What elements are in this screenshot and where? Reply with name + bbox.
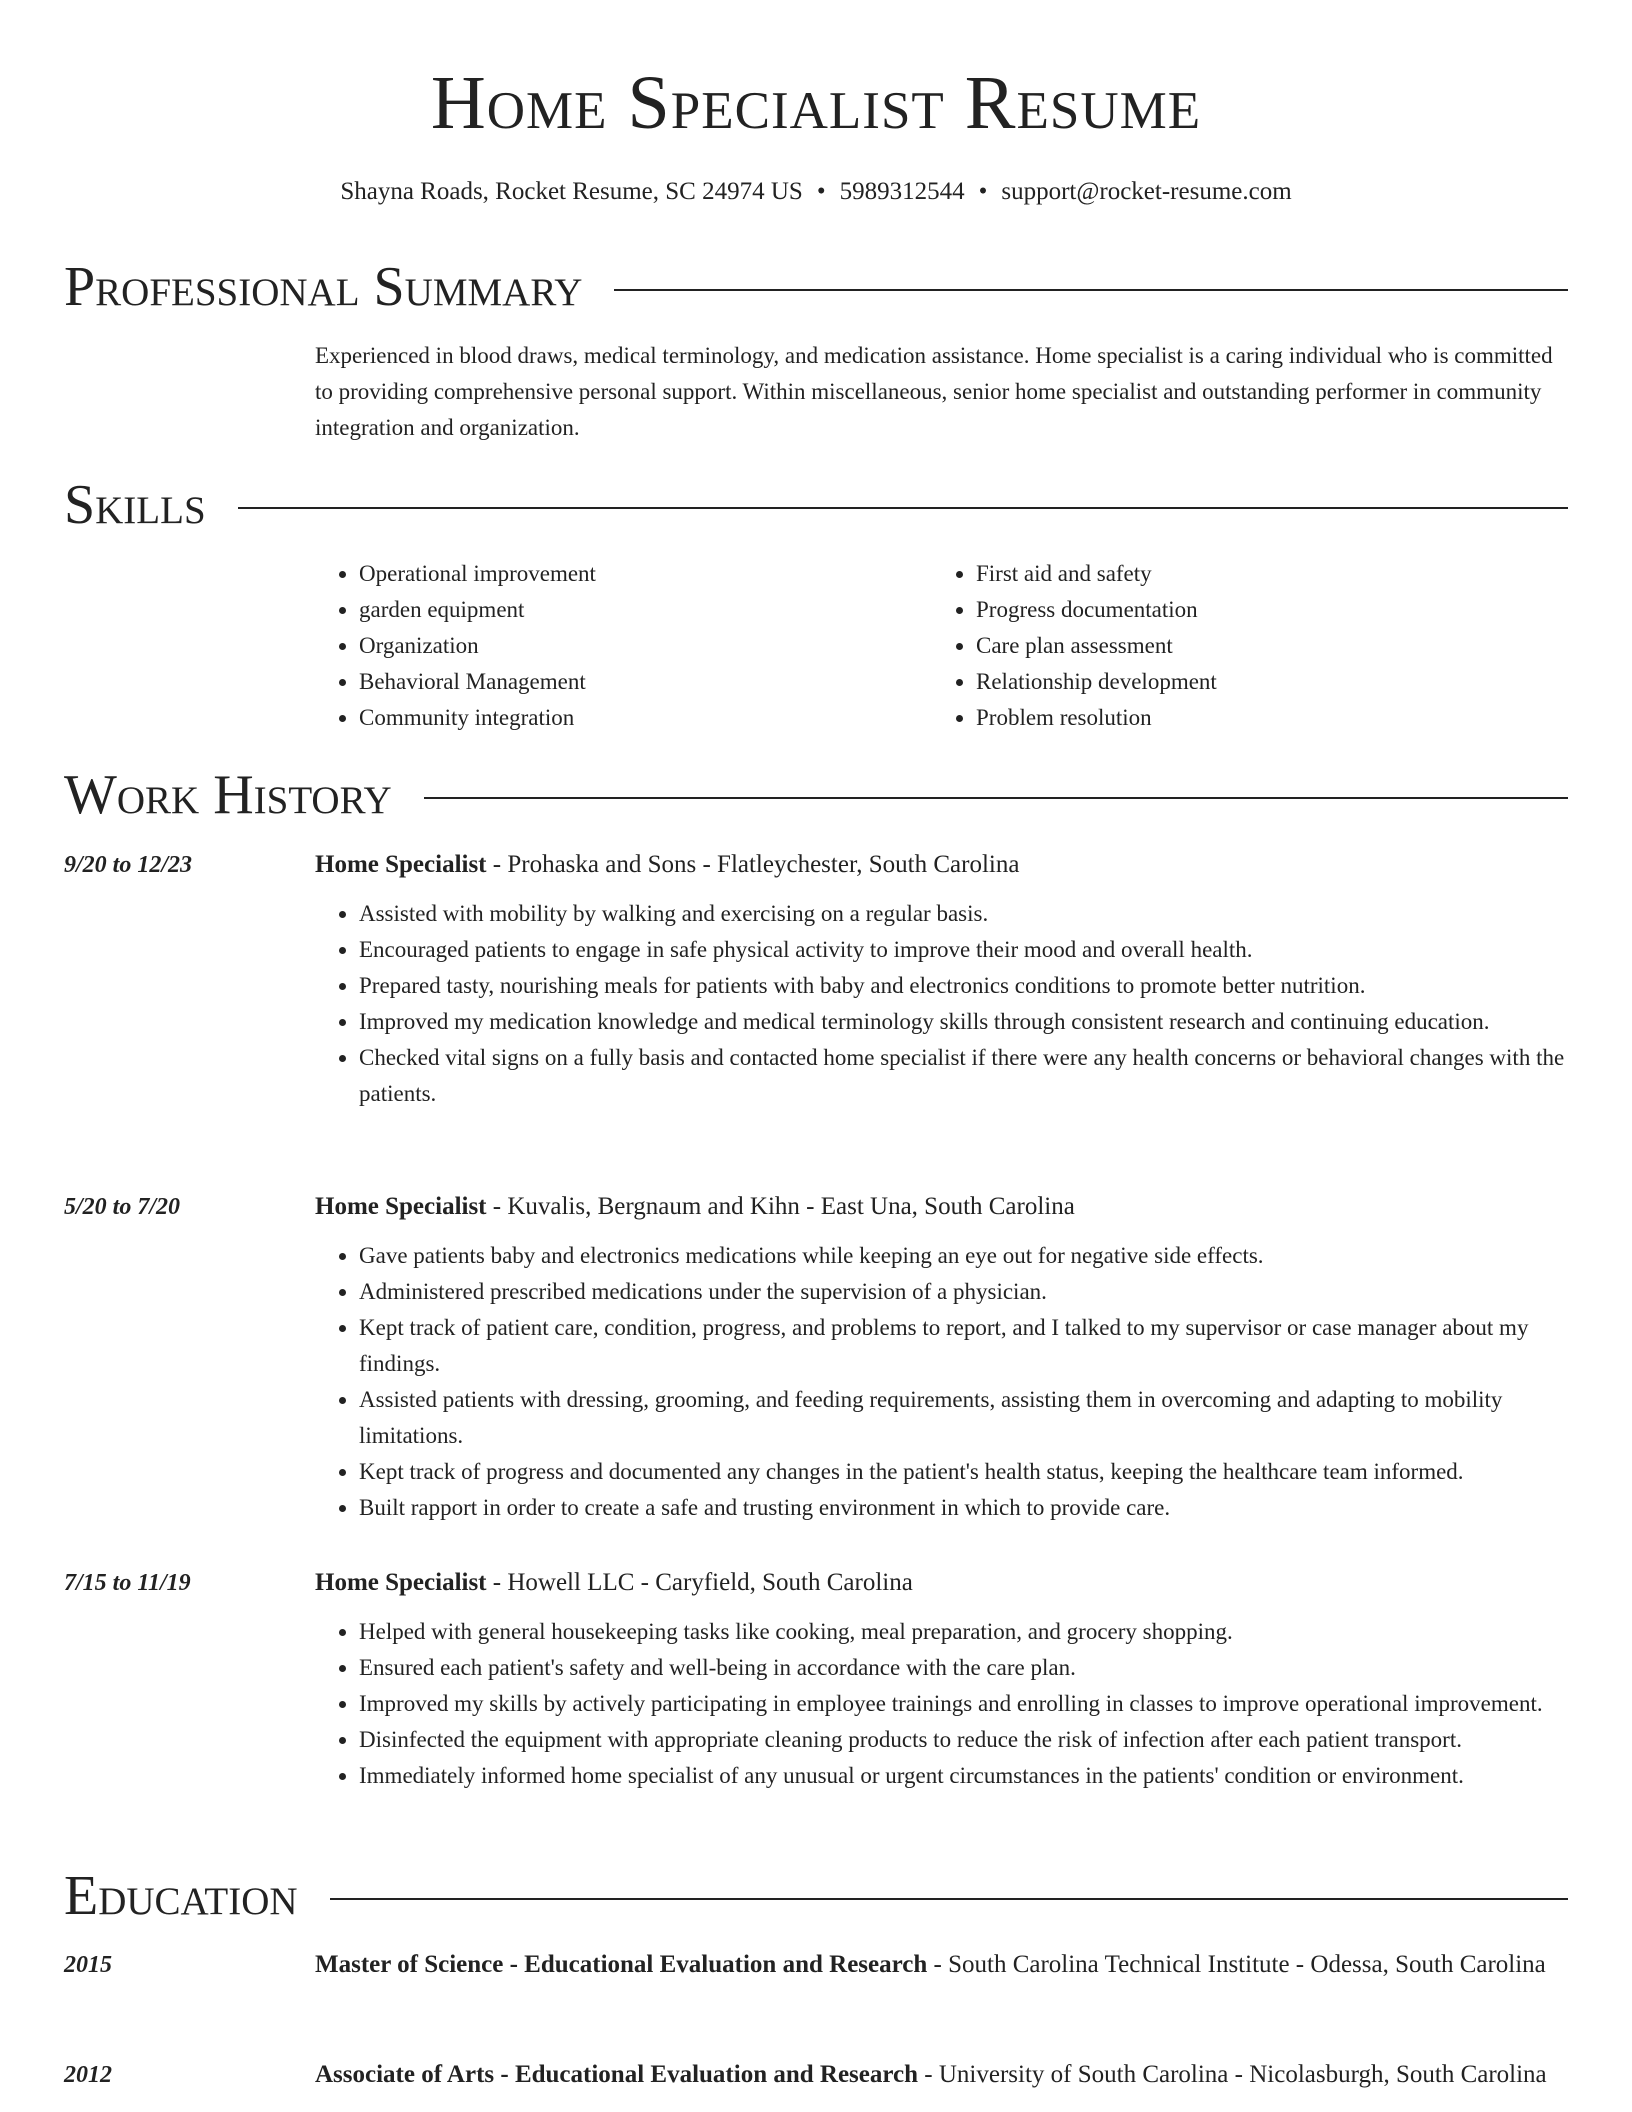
contact-line bbox=[0, 174, 1632, 210]
education-details: - University of South Carolina - Nicolasburgh, South Carolina bbox=[918, 2061, 1547, 2088]
education-headline bbox=[315, 1945, 1568, 1985]
skills-column-left bbox=[315, 556, 932, 736]
skill-item: • First aid and safety bbox=[976, 556, 1549, 592]
skill-item: • Organization bbox=[359, 628, 932, 664]
skill-item: • Behavioral Management bbox=[359, 664, 932, 700]
section-divider bbox=[424, 797, 1568, 799]
section-divider bbox=[238, 507, 1568, 509]
job-bullet: • Immediately informed home specialist of any unusual or urgent circumstances in the patients' condition or environment. bbox=[359, 1758, 1568, 1794]
education-year: 2012 bbox=[64, 2062, 112, 2088]
job-details: - Howell LLC - Caryfield, South Carolina bbox=[486, 1569, 913, 1596]
job-bullet: • Improved my skills by actively participating in employee trainings and enrolling in classes to improve operational improvement. bbox=[359, 1686, 1568, 1722]
section-divider bbox=[614, 289, 1568, 291]
job-bullet: • Gave patients baby and electronics medications while keeping an eye out for negative side effects. bbox=[359, 1238, 1568, 1274]
skills-column-right bbox=[932, 556, 1549, 736]
education-entry bbox=[64, 2055, 1568, 2095]
contact-address: Shayna Roads, Rocket Resume, SC 24974 US bbox=[340, 178, 803, 205]
job-headline bbox=[315, 1563, 1568, 1603]
job-dates: 7/15 to 11/19 bbox=[64, 1570, 191, 1596]
job-bullet: • Kept track of patient care, condition, progress, and problems to report, and I talked to my supervisor or case manager about my findings. bbox=[359, 1310, 1568, 1382]
contact-email: support@rocket-resume.com bbox=[1001, 178, 1292, 205]
contact-separator: • bbox=[978, 178, 988, 205]
job-details: - Prohaska and Sons - Flatleychester, South Carolina bbox=[486, 851, 1020, 878]
skills-list bbox=[315, 556, 1568, 736]
skill-item: • Community integration bbox=[359, 700, 932, 736]
job-headline bbox=[315, 845, 1568, 885]
skill-item: • Operational improvement bbox=[359, 556, 932, 592]
section-title-summary: Professional Summary bbox=[64, 256, 583, 318]
section-header-education bbox=[64, 1861, 1568, 1931]
job-bullet: • Ensured each patient's safety and well-being in accordance with the care plan. bbox=[359, 1650, 1568, 1686]
summary-text: Experienced in blood draws, medical terminology, and medication assistance. Home specialist is a caring individual who is committed to providing comprehensive personal support. Within miscellaneous, senior home specialist and outstanding performer in community integration and organization. bbox=[315, 343, 1553, 440]
skill-item: • garden equipment bbox=[359, 592, 932, 628]
contact-phone: 5989312544 bbox=[839, 178, 965, 205]
skill-item: • Progress documentation bbox=[976, 592, 1549, 628]
job-bullets bbox=[315, 1238, 1568, 1526]
education-headline bbox=[315, 2055, 1568, 2095]
contact-separator: • bbox=[816, 178, 826, 205]
section-title-education: Education bbox=[64, 1865, 298, 1927]
job-bullet: • Encouraged patients to engage in safe physical activity to improve their mood and overall health. bbox=[359, 932, 1568, 968]
job-bullet: • Built rapport in order to create a safe and trusting environment in which to provide care. bbox=[359, 1490, 1568, 1526]
job-title: Home Specialist bbox=[315, 1569, 487, 1596]
job-bullet: • Prepared tasty, nourishing meals for patients with baby and electronics conditions to promote better nutrition. bbox=[359, 968, 1568, 1004]
section-title-skills: Skills bbox=[64, 474, 206, 536]
job-entry bbox=[64, 845, 1568, 1112]
job-entry bbox=[64, 1563, 1568, 1794]
skill-item: • Care plan assessment bbox=[976, 628, 1549, 664]
education-year: 2015 bbox=[64, 1952, 112, 1978]
job-headline bbox=[315, 1187, 1568, 1227]
job-bullets bbox=[315, 1614, 1568, 1794]
section-title-work-history: Work History bbox=[64, 764, 392, 826]
section-header-work-history bbox=[64, 760, 1568, 830]
job-bullet: • Administered prescribed medications under the supervision of a physician. bbox=[359, 1274, 1568, 1310]
education-degree: Associate of Arts - Educational Evaluation and Research bbox=[315, 2061, 919, 2088]
education-entry bbox=[64, 1945, 1568, 1985]
job-details: - Kuvalis, Bergnaum and Kihn - East Una, South Carolina bbox=[486, 1193, 1075, 1220]
job-bullets bbox=[315, 896, 1568, 1112]
education-details: - South Carolina Technical Institute - Odessa, South Carolina bbox=[927, 1951, 1546, 1978]
job-bullet: • Helped with general housekeeping tasks like cooking, meal preparation, and grocery shopping. bbox=[359, 1614, 1568, 1650]
job-bullet: • Kept track of progress and documented any changes in the patient's health status, keeping the healthcare team informed. bbox=[359, 1454, 1568, 1490]
job-dates: 9/20 to 12/23 bbox=[64, 852, 193, 878]
skill-item: • Problem resolution bbox=[976, 700, 1549, 736]
job-title: Home Specialist bbox=[315, 1193, 487, 1220]
job-title: Home Specialist bbox=[315, 851, 487, 878]
job-bullet: • Assisted with mobility by walking and exercising on a regular basis. bbox=[359, 896, 1568, 932]
job-entry bbox=[64, 1187, 1568, 1526]
section-header-skills bbox=[64, 470, 1568, 540]
skill-item: • Relationship development bbox=[976, 664, 1549, 700]
job-bullet: • Checked vital signs on a fully basis and contacted home specialist if there were any health concerns or behavioral changes with the patients. bbox=[359, 1040, 1568, 1112]
job-bullet: • Disinfected the equipment with appropriate cleaning products to reduce the risk of infection after each patient transport. bbox=[359, 1722, 1568, 1758]
education-degree: Master of Science - Educational Evaluation and Research bbox=[315, 1951, 928, 1978]
job-bullet: • Improved my medication knowledge and medical terminology skills through consistent research and continuing education. bbox=[359, 1004, 1568, 1040]
job-bullet: • Assisted patients with dressing, grooming, and feeding requirements, assisting them in overcoming and adapting to mobility limitations. bbox=[359, 1382, 1568, 1454]
section-header-summary bbox=[64, 252, 1568, 322]
resume-title: Home Specialist Resume bbox=[430, 61, 1202, 145]
section-divider bbox=[330, 1898, 1568, 1900]
job-dates: 5/20 to 7/20 bbox=[64, 1194, 181, 1220]
